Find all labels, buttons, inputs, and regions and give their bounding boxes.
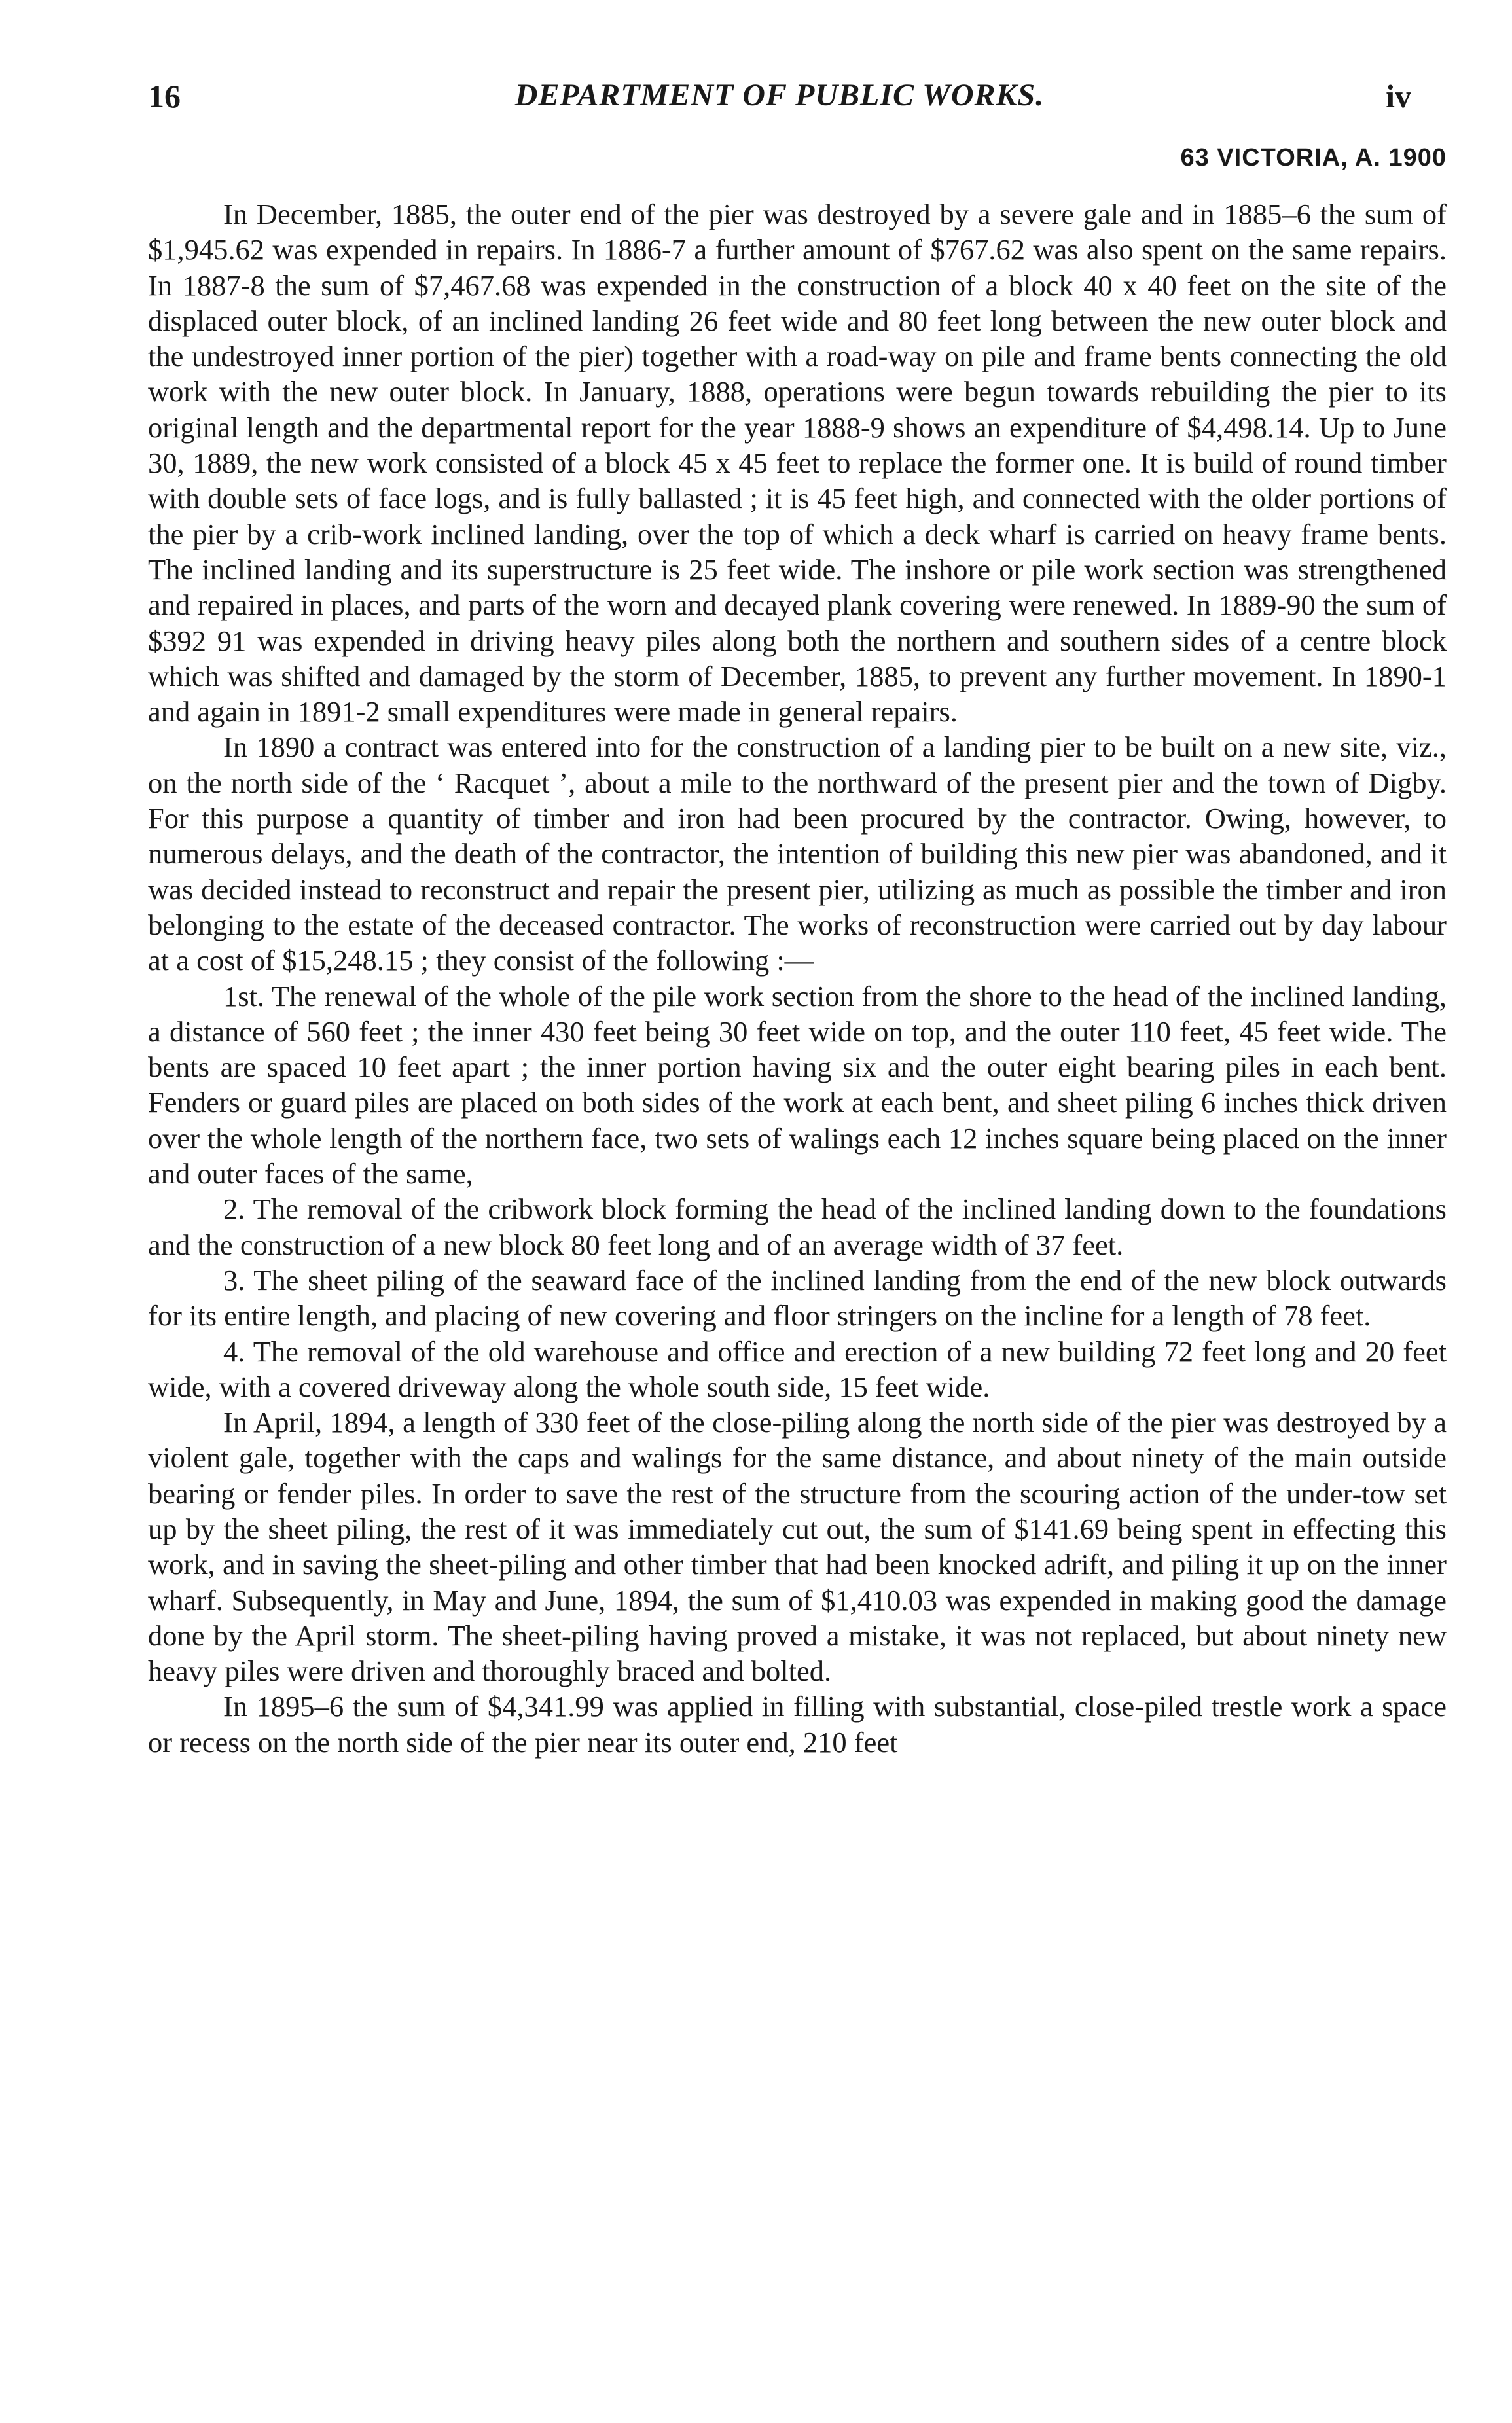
department-title: DEPARTMENT OF PUBLIC WORKS. [514,78,1045,113]
list-item: 4. The removal of the old warehouse and office and erection of a new building 72 feet long and 20 feet wide, with a covered driveway along the whole south side, 15 feet wide. [148,1335,1447,1403]
paragraph: In 1895–6 the sum of $4,341.99 was applied in filling with substantial, close-piled trestle work a space or recess on the north side of the pier near its outer end, 210 feet [148,1690,1447,1759]
body-text [148,196,1447,1760]
list-item: 1st. The renewal of the whole of the pile work section from the shore to the head of the inclined landing, a distance of 560 feet ; the inner 430 feet being 30 feet wide on top, and the outer 110 feet, 45 feet wide. The bents are spaced 10 feet apart ; the inner portion having six and the outer eight bearing piles in each bent. Fenders or guard piles are placed on both sides of the work at each bent, and sheet piling 6 inches thick driven over the whole length of the northern face, two sets of walings each 12 inches square being placed on the inner and outer faces of the same, [148,979,1447,1191]
list-item: 2. The removal of the cribwork block forming the head of the inclined landing down to the foundations and the construction of a new block 80 feet long and of an average width of 37 feet. [148,1193,1447,1261]
list-item: 3. The sheet piling of the seaward face of the inclined landing from the end of the new block outwards for its entire length, and placing of new covering and floor stringers on the incline for a length of 78 feet. [148,1263,1447,1333]
page-number: 16 [148,78,181,115]
paragraph: In December, 1885, the outer end of the pier was destroyed by a severe gale and in 1885–6 the sum of $1,945.62 was expended in repairs. In 1886-7 a further amount of $767.62 was also spent on the same repairs. In 1887-8 the sum of $7,467.68 was expended in the construction of a block 40 x 40 feet on the site of the displaced outer block, of an inclined landing 26 feet wide and 80 feet long between the new outer block and the undestroyed inner portion of the pier) together with a road-way on pile and frame bents connecting the old work with the new outer block. In January, 1888, operations were begun towards rebuilding the pier to its original length and the departmental report for the year 1888-9 shows an expenditure of $4,498.14. Up to June 30, 1889, the new work consisted of a block 45 x 45 feet to replace the former one. It is build of round timber with double sets of face logs, and is fully ballasted ; it is 45 feet high, and connected with the older portions of the pier by a crib-work inclined landing, over the top of which a deck wharf is carried on heavy frame bents. The inclined landing and its superstructure is 25 feet wide. The inshore or pile work section was strengthened and repaired in places, and parts of the worn and decayed plank covering were renewed. In 1889-90 the sum of $392 91 was expended in driving heavy piles along both the northern and southern sides of a centre block which was shifted and damaged by the storm of December, 1885, to prevent any further movement. In 1890-1 and again in 1891-2 small expenditures were made in general repairs. [148,198,1447,728]
paragraph: In 1890 a contract was entered into for the construction of a landing pier to be built on a new site, viz., on the north side of the ‘ Racquet ’, about a mile to the northward of the present pier and the town of Digby. For this purpose a quantity of timber and iron had been procured by the contractor. Owing, however, to numerous delays, and the death of the contractor, the intention of building this new pier was abandoned, and it was decided instead to reconstruct and repair the present pier, utilizing as much as possible the timber and iron belonging to the estate of the deceased contractor. The works of reconstruction were carried out by day labour at a cost of $15,248.15 ; they consist of the following :— [148,730,1447,977]
part-number: iv [1386,78,1411,115]
paragraph: In April, 1894, a length of 330 feet of the close-piling along the north side of the pier was destroyed by a violent gale, together with the caps and walings for the same distance, and about ninety of the main outside bearing or fender piles. In order to save the rest of the structure from the scouring action of the under-tow set up by the sheet piling, the rest of it was immediately cut out, the sum of $141.69 being spent in effecting this work, and in saving the sheet-piling and other timber that had been knocked adrift, and piling it up on the inner wharf. Subsequently, in May and June, 1894, the sum of $1,410.03 was expended in making good the damage done by the April storm. The sheet-piling having proved a mistake, it was not replaced, but about ninety new heavy piles were driven and thoroughly braced and bolted. [148,1406,1447,1688]
session-label: 63 VICTORIA, A. 1900 [1180,144,1447,171]
running-header [148,77,1411,123]
